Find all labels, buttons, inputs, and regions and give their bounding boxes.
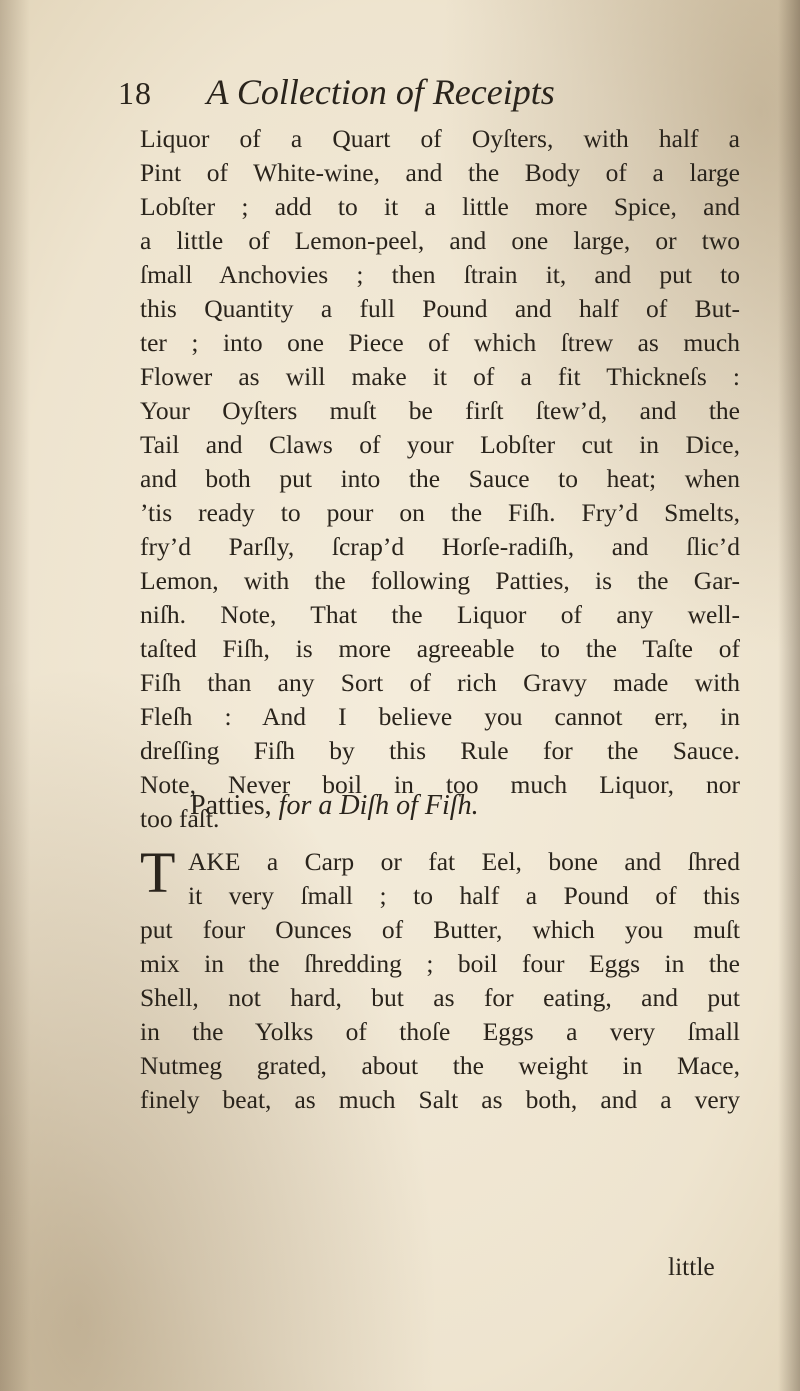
text-line: Tail and Claws of your Lobſter cut in Dice,	[140, 430, 740, 459]
text-line: in the Yolks of thoſe Eggs a very ſmall	[140, 1017, 740, 1046]
text-line: fry’d Parſly, ſcrap’d Horſe-radiſh, and ſlic’d	[140, 532, 740, 561]
heading-plain: Patties,	[190, 790, 272, 821]
text-line: Shell, not hard, but as for eating, and put	[140, 983, 740, 1012]
text-line: Note, Never boil in too much Liquor, nor	[140, 770, 740, 799]
drop-cap: T	[140, 840, 176, 905]
running-title: A Collection of Receipts	[206, 72, 555, 112]
text-line: put four Ounces of Butter, which you muſt	[140, 915, 740, 944]
catchword: little	[668, 1252, 715, 1281]
heading-italic: for a Diſh of Fiſh.	[278, 790, 479, 821]
text-line: niſh. Note, That the Liquor of any well-	[140, 600, 740, 629]
text-line: Lemon, with the following Patties, is the Gar-	[140, 566, 740, 595]
text-line: this Quantity a full Pound and half of But-	[140, 294, 740, 323]
text-line: Liquor of a Quart of Oyſters, with half a	[140, 124, 740, 153]
text-line: finely beat, as much Salt as both, and a very	[140, 1085, 740, 1114]
text-line: Lobſter ; add to it a little more Spice, and	[140, 192, 740, 221]
section-heading	[190, 786, 690, 826]
text-line: and both put into the Sauce to heat; when	[140, 464, 740, 493]
text-line: ter ; into one Piece of which ſtrew as much	[140, 328, 740, 357]
page-shadow-right	[778, 0, 800, 1391]
text-line: a little of Lemon-peel, and one large, or two	[140, 226, 740, 255]
text-line: ſmall Anchovies ; then ſtrain it, and put to	[140, 260, 740, 289]
page-shadow-left	[0, 0, 30, 1391]
text-line: mix in the ſhredding ; boil four Eggs in the	[140, 949, 740, 978]
running-head	[118, 68, 758, 116]
text-line: it very ſmall ; to half a Pound of this	[188, 881, 740, 910]
text-line: Your Oyſters muſt be firſt ſtew’d, and the	[140, 396, 740, 425]
text-line: taſted Fiſh, is more agreeable to the Taſte of	[140, 634, 740, 663]
text-line: too faſt.	[140, 804, 220, 833]
text-line: dreſſing Fiſh by this Rule for the Sauce.	[140, 736, 740, 765]
text-line: Pint of White-wine, and the Body of a large	[140, 158, 740, 187]
paragraph-patties	[140, 840, 740, 1117]
text-line: ’tis ready to pour on the Fiſh. Fry’d Smelts,	[140, 498, 740, 527]
text-line: Fiſh than any Sort of rich Gravy made with	[140, 668, 740, 697]
paragraph-fish-sauce	[140, 122, 740, 836]
text-line: Nutmeg grated, about the weight in Mace,	[140, 1051, 740, 1080]
page-number: 18	[118, 75, 152, 111]
text-line: Fleſh : And I believe you cannot err, in	[140, 702, 740, 731]
text-line: Flower as will make it of a fit Thickneſs :	[140, 362, 740, 391]
first-line-text: AKE a Carp or fat Eel, bone and ſhred	[188, 847, 740, 876]
